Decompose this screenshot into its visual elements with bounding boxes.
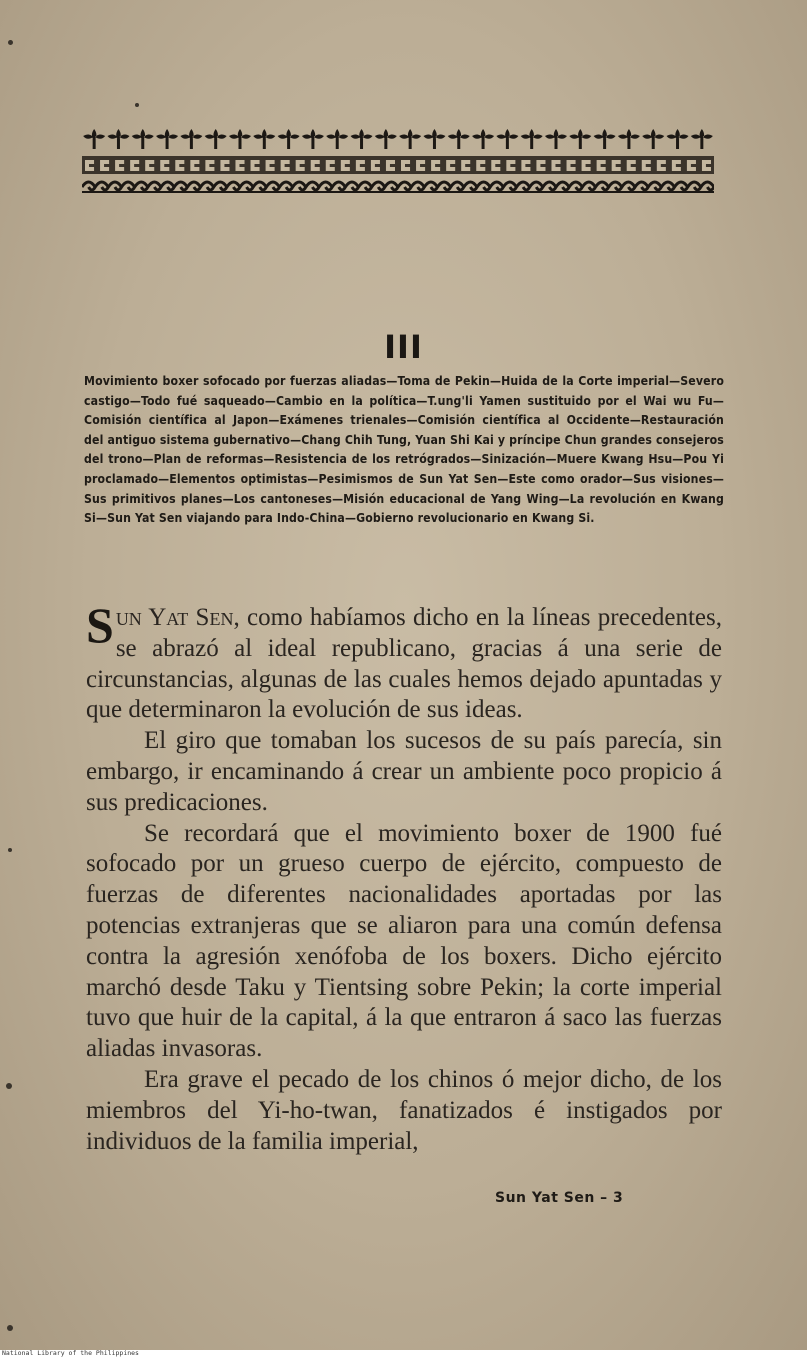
- chapter-summary: Movimiento boxer sofocado por fuerzas aliadas—Toma de Pekin—Huida de la Corte imperial—Severo castigo—Todo fué saqueado—Cambio en la política—T.ung'li Yamen sustituido por el Wai wu Fu—Comisión científica al Japon—Exámenes trienales—Comisión científica al Occidente—Restauración del antiguo sistema gubernativo—Chang Chih Tung, Yuan Shi Kai y príncipe Chun grandes consejeros del trono—Plan de reformas—Resistencia de los retrógrados—Sinización—Muere Kwang Hsu—Pou Yi proclamado—Elementos optimistas—Pesimismos de Sun Yat Sen—Este como orador—Sus visiones—Sus primitivos planes—Los cantoneses—Misión educacional de Yang Wing—La revolución en Kwang Si—Sun Yat Sen viajando para Indo-China—Gobierno revolucionario en Kwang Si.: [84, 374, 724, 526]
- speck: [135, 103, 139, 107]
- speck: [8, 848, 12, 852]
- speck: [6, 1083, 12, 1089]
- speck: [8, 40, 13, 45]
- speck: [7, 1325, 13, 1331]
- author-name-smallcaps: un Yat Sen,: [115, 604, 240, 631]
- drop-cap: S: [86, 597, 114, 653]
- chapter-number: III: [384, 328, 423, 366]
- signature-mark: Sun Yat Sen – 3: [495, 1190, 624, 1206]
- footer-bar: [0, 1350, 807, 1358]
- paragraph-2: El giro que tomaban los sucesos de su país parecía, sin embargo, ir encaminando á crear un ambiente poco propicio á sus predicaciones.: [86, 727, 722, 816]
- paragraph-4: Era grave el pecado de los chinos ó mejor dicho, de los miembros del Yi-ho-twan, fanatizados é instigados por individuos de la familia imperial,: [86, 1065, 722, 1155]
- fleuron-border-icon: [82, 125, 714, 200]
- paragraph-1: [86, 597, 722, 726]
- library-credit: National Library of the Philippines: [2, 1349, 139, 1357]
- body-text: [86, 597, 722, 1157]
- paragraph-1-text: como habíamos dicho en la líneas precedentes, se abrazó al ideal republicano, gracias á una serie de circunstancias, algunas de las cuales hemos dejado apuntadas y que determinaron la evolución de sus ideas.: [86, 604, 722, 724]
- paragraph-3: Se recordará que el movimiento boxer de 1900 fué sofocado por un grueso cuerpo de ejército, compuesto de fuerzas de diferentes nacionalidades aportadas por las potencias extranjeras que se aliaron para una común defensa contra la agresión xenófoba de los boxers. Dicho ejército marchó desde Taku y Tientsing sobre Pekin; la corte imperial tuvo que huir de la capital, á la que entraron á saco las fuerzas aliadas invasoras.: [86, 819, 722, 1063]
- ornamental-header-band: [82, 125, 714, 200]
